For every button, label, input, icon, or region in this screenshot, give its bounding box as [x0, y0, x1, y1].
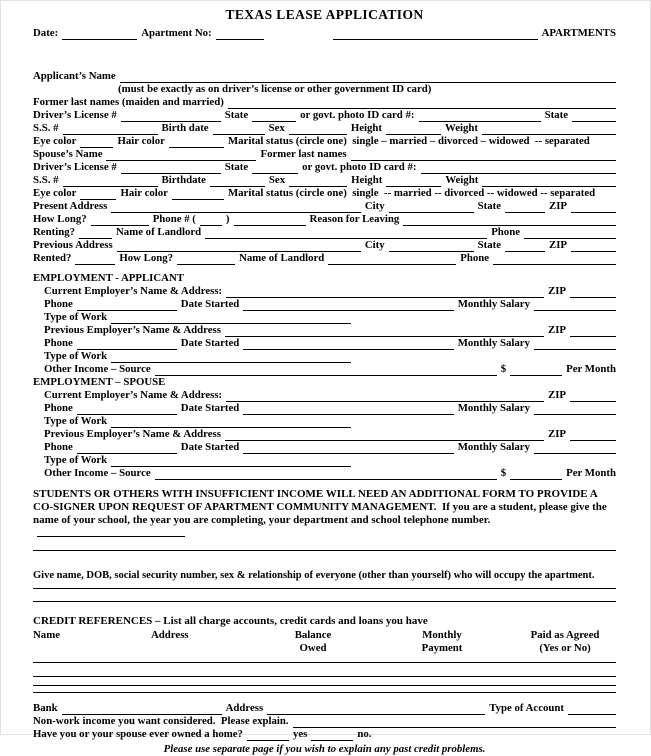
owned-home-row-blank[interactable] [311, 730, 353, 741]
applicant-dl-row [33, 109, 616, 122]
present-address-row-label: State [477, 200, 501, 212]
applicant-appearance-row [33, 135, 616, 148]
spouse-appearance-row-label: Marital status (circle one) single -- married -- divorced -- widowed -- separated [227, 187, 596, 199]
owned-home-row-blank[interactable] [247, 730, 289, 741]
spouse-previous-phone-row-blank[interactable] [534, 443, 616, 454]
write-in-rule[interactable] [33, 588, 616, 589]
applicant-ss-row-label: Sex [268, 122, 285, 134]
applicant-ss-row [33, 122, 616, 135]
spouse-current-phone-row-label: Phone [44, 402, 73, 414]
spouse-ss-row-label: Weight [445, 174, 479, 186]
spouse-current-employer-row [33, 389, 616, 402]
previous-address-row [33, 239, 616, 252]
applicant-appearance-row-blank[interactable] [80, 137, 113, 148]
spouse-name-row [33, 148, 616, 161]
applicant-previous-phone-row-label: Phone [44, 337, 73, 349]
renting-row-label: Renting? [33, 226, 75, 238]
date-row-label: APARTMENTS [541, 27, 616, 39]
nonwork-income-row-blank[interactable] [293, 717, 616, 728]
applicant-other-income-row [33, 363, 616, 376]
spouse-appearance-row-label: Eye color [33, 187, 77, 199]
credit-entry-rule[interactable] [33, 676, 616, 677]
rented-row [33, 252, 616, 265]
previous-address-row-blank[interactable] [505, 241, 545, 252]
spouse-previous-type-row-label: Type of Work [44, 454, 108, 466]
applicant-current-phone-row-label: Date Started [180, 298, 240, 310]
spouse-appearance-row-blank[interactable] [80, 189, 116, 200]
spouse-dl-row-blank[interactable] [421, 163, 616, 174]
spouse-dl-row-blank[interactable] [121, 163, 221, 174]
applicant-previous-phone-row [33, 337, 616, 350]
applicant-previous-type-row-blank[interactable] [111, 352, 351, 363]
id-note-row-label: (must be exactly as on driver’s license or other government ID card) [118, 83, 432, 95]
applicant-dl-row-label: State [544, 109, 568, 121]
bank-row-label: Address [225, 702, 264, 714]
bank-row-blank[interactable] [267, 704, 485, 715]
how-long-row [33, 213, 616, 226]
applicant-ss-row-label: S.S. # [33, 122, 59, 134]
owned-home-row-label: Have you or your spouse ever owned a home? [33, 728, 243, 740]
spouse-previous-employer-row-blank[interactable] [225, 430, 544, 441]
applicant-current-phone-row [33, 298, 616, 311]
spouse-previous-phone-row-label: Date Started [180, 441, 240, 453]
applicant-previous-employer-row-blank[interactable] [570, 326, 616, 337]
applicant-dl-row-blank[interactable] [419, 111, 541, 122]
applicant-name-row-blank[interactable] [120, 72, 616, 83]
spouse-name-row-label: Spouse’s Name [33, 148, 103, 160]
spouse-name-row-blank[interactable] [351, 150, 616, 161]
spouse-ss-row-blank[interactable] [482, 176, 616, 187]
applicant-type-of-work-row-label: Type of Work [44, 311, 108, 323]
spouse-current-employer-row-label: ZIP [548, 389, 566, 401]
former-names-row-blank[interactable] [228, 98, 616, 109]
applicant-dl-row-blank[interactable] [572, 111, 616, 122]
owned-home-row-label: yes [292, 728, 308, 740]
employment-applicant-heading-label: EMPLOYMENT - APPLICANT [33, 272, 184, 284]
rented-row-blank[interactable] [328, 254, 456, 265]
present-address-row-label: ZIP [549, 200, 567, 212]
spouse-name-row-blank[interactable] [106, 150, 256, 161]
applicant-dl-row-label: or govt. photo ID card #: [300, 109, 415, 121]
applicant-ss-row-label: Weight [445, 122, 479, 134]
previous-address-row-blank[interactable] [571, 241, 616, 252]
spouse-current-employer-row-blank[interactable] [570, 391, 616, 402]
occupants-paragraph: Give name, DOB, social security number, sex & relationship of everyone (other than yourself) who will occupy the apartment. [33, 570, 595, 581]
spouse-previous-employer-row-blank[interactable] [570, 430, 616, 441]
present-address-row-label: Present Address [33, 200, 108, 212]
rented-row-label: Phone [460, 252, 490, 264]
credit-col-balance-line1: Balance [294, 629, 332, 641]
spouse-previous-phone-row-label: Monthly Salary [457, 441, 530, 453]
former-names-row-label: Former last names (maiden and married) [33, 96, 224, 108]
spouse-ss-row [33, 174, 616, 187]
applicant-current-employer-row-blank[interactable] [570, 287, 616, 298]
bank-row-blank[interactable] [62, 704, 222, 715]
how-long-row-label: How Long? [33, 213, 87, 225]
spouse-previous-employer-row-label: ZIP [548, 428, 566, 440]
applicant-ss-row-blank[interactable] [386, 124, 441, 135]
credit-entry-rule[interactable] [33, 685, 616, 686]
renting-row-label: Phone [491, 226, 520, 238]
write-in-rule[interactable] [33, 601, 616, 602]
applicant-ss-row-blank[interactable] [289, 124, 347, 135]
spouse-current-phone-row-label: Monthly Salary [457, 402, 530, 414]
applicant-ss-row-blank[interactable] [213, 124, 265, 135]
date-row-label: Date: [33, 27, 59, 39]
form-body-rows [33, 27, 616, 480]
applicant-dl-row-label: State [224, 109, 249, 121]
applicant-ss-row-blank[interactable] [63, 124, 158, 135]
how-long-row-label: Reason for Leaving [309, 213, 400, 225]
spouse-previous-employer-row [33, 428, 616, 441]
applicant-previous-employer-row-blank[interactable] [225, 326, 544, 337]
how-long-row-label: ) [225, 213, 230, 225]
spouse-previous-type-row-blank[interactable] [111, 456, 351, 467]
spouse-type-of-work-row-blank[interactable] [111, 417, 351, 428]
how-long-row-blank[interactable] [200, 215, 222, 226]
applicant-other-income-row-blank[interactable] [155, 365, 497, 376]
spouse-current-phone-row [33, 402, 616, 415]
bank-row-label: Bank [33, 702, 58, 714]
date-row-blank[interactable] [333, 29, 538, 40]
previous-address-row-label: City [364, 239, 385, 251]
spouse-ss-row-label: Birthdate [161, 174, 206, 186]
applicant-type-of-work-row [33, 311, 616, 324]
renting-row [33, 226, 616, 239]
spouse-appearance-row-blank[interactable] [172, 189, 224, 200]
applicant-previous-phone-row-blank[interactable] [77, 339, 177, 350]
spouse-dl-row-label: State [224, 161, 249, 173]
employment-applicant-heading [33, 272, 616, 285]
spouse-ss-row-blank[interactable] [63, 176, 158, 187]
rented-row-label: How Long? [119, 252, 174, 264]
present-address-row [33, 200, 616, 213]
applicant-ss-row-blank[interactable] [482, 124, 616, 135]
bank-row [33, 702, 616, 715]
applicant-appearance-row-blank[interactable] [169, 137, 224, 148]
credit-entry-rule[interactable] [33, 662, 616, 663]
how-long-row-blank[interactable] [234, 215, 306, 226]
nonwork-income-row [33, 715, 616, 728]
credit-table-header [33, 629, 616, 656]
rented-row-blank[interactable] [177, 254, 235, 265]
spouse-previous-phone-row [33, 441, 616, 454]
applicant-current-employer-row-label: ZIP [548, 285, 566, 297]
credit-col-monthly [403, 629, 481, 655]
applicant-previous-employer-row-label: ZIP [548, 324, 566, 336]
spouse-ss-row-label: Height [351, 174, 383, 186]
spouse-ss-row-blank[interactable] [289, 176, 347, 187]
applicant-previous-phone-row-blank[interactable] [243, 339, 453, 350]
spouse-current-employer-row-blank[interactable] [226, 391, 544, 402]
credit-problems-note: Please use separate page if you wish to explain any past credit problems. [163, 743, 486, 755]
spouse-dl-row-label: or govt. photo ID card #: [302, 161, 417, 173]
previous-address-row-label: State [477, 239, 501, 251]
credit-col-name [33, 629, 60, 642]
spouse-previous-phone-row-blank[interactable] [243, 443, 453, 454]
renting-row-blank[interactable] [205, 228, 487, 239]
applicant-ss-row-label: Birth date [161, 122, 209, 134]
applicant-other-income-row-label: $ [500, 363, 507, 375]
employment-spouse-heading-label: EMPLOYMENT – SPOUSE [33, 376, 166, 388]
previous-address-row-label: Previous Address [33, 239, 113, 251]
spouse-dl-row-blank[interactable] [252, 163, 298, 174]
spouse-type-of-work-row [33, 415, 616, 428]
former-names-row [33, 96, 616, 109]
how-long-row-blank[interactable] [91, 215, 149, 226]
credit-col-paid [510, 629, 620, 655]
applicant-previous-phone-row-label: Date Started [180, 337, 240, 349]
renting-row-blank[interactable] [79, 228, 112, 239]
spouse-other-income-row-blank[interactable] [155, 469, 497, 480]
credit-col-balance [273, 629, 353, 655]
present-address-row-blank[interactable] [571, 202, 616, 213]
spouse-current-phone-row-blank[interactable] [534, 404, 616, 415]
applicant-current-phone-row-blank[interactable] [243, 300, 453, 311]
how-long-row-label: Phone # ( [152, 213, 196, 225]
applicant-previous-employer-row-label: Previous Employer’s Name & Address [44, 324, 221, 336]
credit-col-address-label: Address [151, 629, 189, 641]
renting-row-label: Name of Landlord [116, 226, 202, 238]
spouse-ss-row-blank[interactable] [210, 176, 265, 187]
spouse-ss-row-blank[interactable] [386, 176, 441, 187]
spouse-previous-employer-row-label: Previous Employer’s Name & Address [44, 428, 221, 440]
date-row-blank[interactable] [216, 29, 264, 40]
present-address-row-blank[interactable] [505, 202, 545, 213]
applicant-name-row [33, 70, 616, 83]
spouse-other-income-row-label: Other Income – Source [44, 467, 151, 479]
spouse-type-of-work-row-label: Type of Work [44, 415, 108, 427]
spouse-previous-phone-row-label: Phone [44, 441, 73, 453]
applicant-previous-phone-row-label: Monthly Salary [457, 337, 530, 349]
spouse-other-income-row [33, 467, 616, 480]
spouse-other-income-row-label: Per Month [566, 467, 616, 479]
applicant-current-employer-row [33, 285, 616, 298]
spouse-current-employer-row-label: Current Employer’s Name & Address: [44, 389, 223, 401]
spouse-previous-phone-row-blank[interactable] [77, 443, 177, 454]
applicant-current-phone-row-blank[interactable] [534, 300, 616, 311]
spouse-ss-row-label: S.S. # [33, 174, 59, 186]
credit-references-heading: CREDIT REFERENCES – List all charge accounts, credit cards and loans you have [33, 615, 428, 627]
present-address-row-label: City [364, 200, 385, 212]
credit-col-monthly-line1: Monthly [422, 629, 462, 641]
present-address-row-blank[interactable] [389, 202, 474, 213]
date-row [33, 27, 616, 40]
write-in-rule[interactable] [33, 550, 616, 551]
applicant-previous-type-row-label: Type of Work [44, 350, 108, 362]
applicant-appearance-row-label: Eye color [33, 135, 77, 147]
owned-home-row-label: no. [357, 728, 372, 740]
applicant-current-phone-row-label: Monthly Salary [457, 298, 530, 310]
spouse-current-phone-row-label: Date Started [180, 402, 240, 414]
spouse-name-row-label: Former last names [260, 148, 347, 160]
date-row-blank[interactable] [62, 29, 137, 40]
applicant-current-employer-row-label: Current Employer’s Name & Address: [44, 285, 223, 297]
credit-entry-rule[interactable] [33, 692, 616, 693]
bank-row-label: Type of Account [489, 702, 564, 714]
applicant-dl-row-label: Driver’s License # [33, 109, 117, 121]
form-title: TEXAS LEASE APPLICATION [225, 7, 424, 22]
how-long-row-blank[interactable] [403, 215, 616, 226]
applicant-appearance-row-label: Hair color [117, 135, 165, 147]
applicant-other-income-row-label: Per Month [566, 363, 616, 375]
credit-col-address [151, 629, 189, 642]
renting-row-blank[interactable] [524, 228, 616, 239]
spouse-appearance-row [33, 187, 616, 200]
applicant-previous-phone-row-blank[interactable] [534, 339, 616, 350]
owned-home-row [33, 728, 616, 741]
students-paragraph [33, 488, 616, 541]
spouse-dl-row [33, 161, 616, 174]
applicant-current-phone-row-label: Phone [44, 298, 73, 310]
spouse-dl-row-label: Driver’s License # [33, 161, 117, 173]
applicant-appearance-row-label: Marital status (circle one) single – married – divorced – widowed -- separated [227, 135, 590, 147]
applicant-dl-row-blank[interactable] [252, 111, 296, 122]
bank-row-blank[interactable] [568, 704, 616, 715]
previous-address-row-blank[interactable] [117, 241, 361, 252]
rented-row-label: Rented? [33, 252, 72, 264]
present-address-row-blank[interactable] [111, 202, 361, 213]
applicant-type-of-work-row-blank[interactable] [111, 313, 351, 324]
applicant-other-income-row-blank[interactable] [510, 365, 562, 376]
applicant-other-income-row-label: Other Income – Source [44, 363, 151, 375]
id-note-row [33, 83, 616, 96]
credit-col-name-label: Name [33, 629, 60, 641]
credit-col-paid-line2: (Yes or No) [539, 642, 591, 654]
rented-row-label: Name of Landlord [239, 252, 325, 264]
credit-col-paid-line1: Paid as Agreed [530, 629, 600, 641]
students-paragraph-text: STUDENTS OR OTHERS WITH INSUFFICIENT INCOME WILL NEED AN ADDITIONAL FORM TO PROVIDE A CO-SIGNER UPON REQUEST OF APARTMENT COMMUNITY MANAGEMENT. If you are a student, please give the name of your school, the year you are completing, your department and school telephone number. [33, 488, 607, 526]
applicant-ss-row-label: Height [350, 122, 383, 134]
applicant-previous-type-row [33, 350, 616, 363]
spouse-current-phone-row-blank[interactable] [77, 404, 177, 415]
previous-address-row-blank[interactable] [389, 241, 474, 252]
credit-col-balance-line2: Owed [299, 642, 327, 654]
spouse-other-income-row-label: $ [500, 467, 507, 479]
applicant-current-employer-row-blank[interactable] [226, 287, 544, 298]
school-info-blank[interactable] [37, 527, 185, 537]
previous-address-row-label: ZIP [549, 239, 567, 251]
form-footer-rows [33, 702, 616, 741]
date-row-label: Apartment No: [141, 27, 212, 39]
spouse-appearance-row-label: Hair color [120, 187, 168, 199]
credit-col-monthly-line2: Payment [421, 642, 463, 654]
employment-spouse-heading [33, 376, 616, 389]
spouse-other-income-row-blank[interactable] [510, 469, 562, 480]
spouse-current-phone-row-blank[interactable] [243, 404, 453, 415]
rented-row-blank[interactable] [75, 254, 115, 265]
spouse-ss-row-label: Sex [268, 174, 286, 186]
applicant-current-phone-row-blank[interactable] [77, 300, 177, 311]
spouse-previous-type-row [33, 454, 616, 467]
applicant-name-row-label: Applicant’s Name [33, 70, 116, 82]
rented-row-blank[interactable] [493, 254, 616, 265]
nonwork-income-row-label: Non-work income you want considered. Please explain. [33, 715, 289, 727]
applicant-previous-employer-row [33, 324, 616, 337]
applicant-dl-row-blank[interactable] [121, 111, 221, 122]
